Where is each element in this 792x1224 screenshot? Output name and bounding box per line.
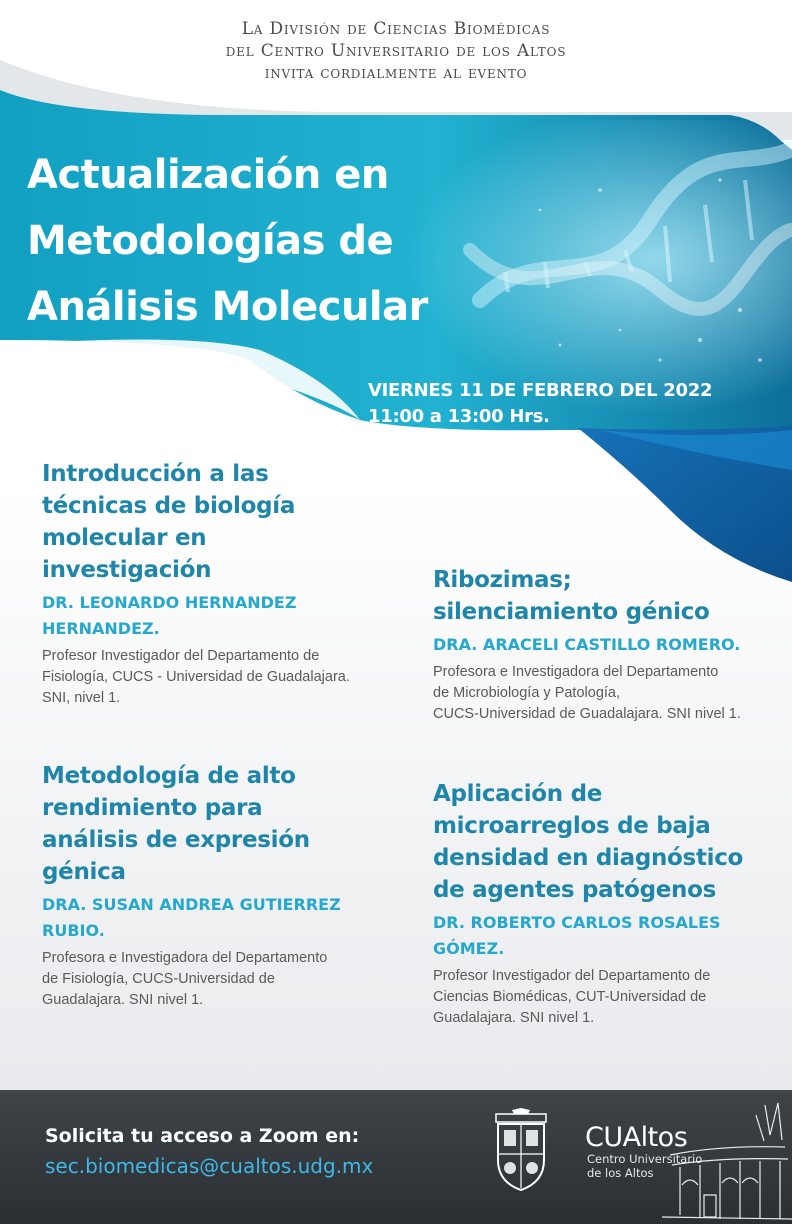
affiliation-line: Fisiología, CUCS - Universidad de Guadalajara. bbox=[42, 669, 350, 685]
speaker-affiliation bbox=[42, 646, 362, 709]
header-line-2: del Centro Universitario de los Altos bbox=[225, 41, 567, 61]
campus-building-sketch-icon bbox=[660, 1095, 792, 1224]
talk-title bbox=[433, 564, 783, 628]
cualtos-logo-name: CUAltos bbox=[585, 1122, 688, 1153]
talk-title-line: investigación bbox=[42, 557, 212, 583]
speaker-line: DRA. SUSAN ANDREA GUTIERREZ bbox=[42, 895, 341, 914]
talk-title-line: rendimiento para bbox=[42, 795, 263, 821]
speaker-name bbox=[42, 590, 362, 642]
event-schedule bbox=[368, 378, 712, 430]
speaker-line: DR. LEONARDO HERNANDEZ bbox=[42, 593, 297, 612]
affiliation-line: SNI, nivel 1. bbox=[42, 690, 121, 706]
speaker-affiliation bbox=[433, 966, 778, 1029]
event-time: 11:00 a 13:00 Hrs. bbox=[368, 406, 550, 427]
talk-title-line: Aplicación de bbox=[433, 781, 603, 807]
speaker-affiliation bbox=[42, 948, 372, 1011]
affiliation-line: Profesora e Investigadora del Departamento bbox=[42, 950, 328, 966]
talk-card bbox=[433, 564, 783, 725]
cualtos-subtitle-line: Centro Universitario bbox=[587, 1152, 703, 1166]
talk-card bbox=[42, 458, 362, 709]
affiliation-line: CUCS-Universidad de Guadalajara. SNI nivel 1. bbox=[433, 706, 741, 722]
affiliation-line: Profesor Investigador del Departamento de bbox=[433, 968, 711, 984]
inviting-division-text bbox=[0, 18, 792, 84]
affiliation-line: Profesora e Investigadora del Departamento bbox=[433, 664, 719, 680]
speaker-line: RUBIO. bbox=[42, 921, 105, 940]
speaker-name bbox=[433, 910, 778, 962]
affiliation-line: Guadalajara. SNI nivel 1. bbox=[433, 1010, 595, 1026]
talk-title-line: densidad en diagnóstico bbox=[433, 845, 744, 871]
speaker-line: DRA. ARACELI CASTILLO ROMERO. bbox=[433, 635, 741, 654]
talk-title-line: Ribozimas; bbox=[433, 567, 572, 593]
event-title-line-2: Metodologías de bbox=[27, 218, 394, 264]
talk-title-line: microarreglos de baja bbox=[433, 813, 711, 839]
talk-title-line: análisis de expresión bbox=[42, 827, 310, 853]
talk-title bbox=[433, 778, 778, 906]
talk-card bbox=[42, 760, 372, 1011]
speaker-line: GÓMEZ. bbox=[433, 939, 505, 958]
speaker-line: DR. ROBERTO CARLOS ROSALES bbox=[433, 913, 721, 932]
header-line-1: La División de Ciencias Biomédicas bbox=[241, 19, 551, 39]
affiliation-line: de Microbiología y Patología, bbox=[433, 685, 620, 701]
affiliation-line: Profesor Investigador del Departamento de bbox=[42, 648, 320, 664]
talk-title-line: silenciamiento génico bbox=[433, 599, 710, 625]
event-title-line-1: Actualización en bbox=[27, 152, 389, 198]
header-line-3: invita cordialmente al evento bbox=[264, 63, 528, 83]
affiliation-line: de Fisiología, CUCS-Universidad de bbox=[42, 971, 275, 987]
talk-card bbox=[433, 778, 778, 1029]
speaker-affiliation bbox=[433, 662, 783, 725]
speaker-name bbox=[433, 632, 783, 658]
talk-title-line: Metodología de alto bbox=[42, 763, 296, 789]
affiliation-line: Guadalajara. SNI nivel 1. bbox=[42, 992, 204, 1008]
talk-title bbox=[42, 458, 362, 586]
speaker-line: HERNANDEZ. bbox=[42, 619, 160, 638]
talk-title-line: Introducción a las bbox=[42, 461, 269, 487]
speaker-name bbox=[42, 892, 372, 944]
talk-title-line: molecular en bbox=[42, 525, 207, 551]
talk-title-line: génica bbox=[42, 859, 126, 885]
cualtos-subtitle-line: de los Altos bbox=[587, 1166, 654, 1180]
event-date: VIERNES 11 DE FEBRERO DEL 2022 bbox=[368, 380, 713, 401]
affiliation-line: Ciencias Biomédicas, CUT-Universidad de bbox=[433, 989, 707, 1005]
talk-title-line: técnicas de biología bbox=[42, 493, 296, 519]
contact-email-link[interactable]: sec.biomedicas@cualtos.udg.mx bbox=[45, 1154, 374, 1178]
event-title bbox=[27, 142, 428, 340]
talk-title bbox=[42, 760, 372, 888]
university-crest-icon bbox=[490, 1108, 552, 1194]
talk-title-line: de agentes patógenos bbox=[433, 877, 717, 903]
zoom-access-label: Solicita tu acceso a Zoom en: bbox=[45, 1125, 360, 1147]
event-title-line-3: Análisis Molecular bbox=[27, 284, 428, 330]
